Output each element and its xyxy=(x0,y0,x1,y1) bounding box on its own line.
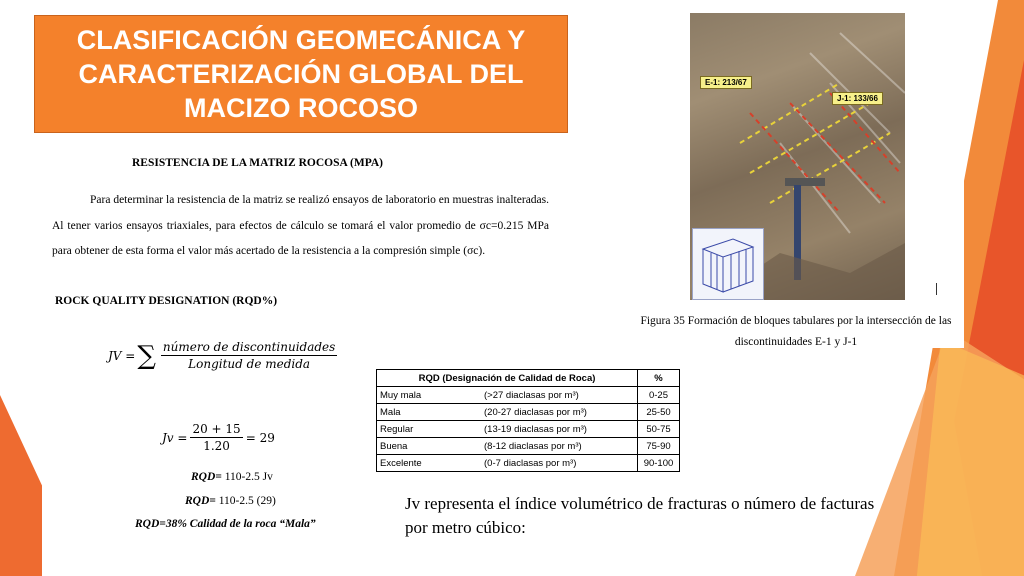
table-cell-pct: 50-75 xyxy=(638,421,680,438)
formula2-denominator: 1.20 xyxy=(203,439,230,453)
class-label: Excelente xyxy=(380,457,422,469)
table-cell-class xyxy=(377,404,638,421)
class-label: Regular xyxy=(380,423,414,435)
table-cell-class xyxy=(377,455,638,472)
joint-tag-j1: J-1: 133/66 xyxy=(832,92,883,105)
rqd-formula-line xyxy=(191,471,273,483)
text-cursor-mark xyxy=(936,283,937,295)
rqd-label: RQD= xyxy=(191,471,222,483)
section-heading-resistance: RESISTENCIA DE LA MATRIZ ROCOSA (MPA) xyxy=(132,157,384,169)
formula-jv-definition xyxy=(108,340,340,371)
formula-numerator: número de discontinuidades xyxy=(162,340,336,354)
class-description: (13-19 diaclasas por m³) xyxy=(484,423,587,435)
sigma-symbol: ∑ xyxy=(137,340,156,371)
formula-fraction xyxy=(161,340,337,371)
resistance-paragraph: Para determinar la resistencia de la matriz se realizó ensayos de laboratorio en muestras inalteradas. Al tener varios ensayos triaxiales, para efectos de cálculo se tomará el valor promedio de σc=0.215 MPa para obtener de esta forma el valor más acertado de la resistencia a la compresión simple (σc). xyxy=(52,194,549,257)
table-cell-pct: 25-50 xyxy=(638,404,680,421)
table-header-pct: % xyxy=(638,370,680,387)
joint-tag-e1: E-1: 213/67 xyxy=(700,76,752,89)
rqd-value: 110-2.5 Jv xyxy=(221,471,273,483)
table-row xyxy=(377,387,680,404)
class-description: (0-7 diaclasas por m³) xyxy=(484,457,577,469)
inset-diagram xyxy=(692,228,764,300)
formula2-lhs: Jv = xyxy=(162,430,188,445)
table-row xyxy=(377,438,680,455)
rqd-value: 110-2.5 (29) xyxy=(215,495,276,507)
figure-panel xyxy=(620,8,964,348)
class-description: (8-12 diaclasas por m³) xyxy=(484,440,582,452)
rqd-result-line xyxy=(135,518,316,530)
formula-jv-calculation xyxy=(162,422,275,453)
formula-denominator: Longitud de medida xyxy=(188,357,311,371)
formula-lhs: JV = xyxy=(108,348,136,363)
table-cell-pct: 75-90 xyxy=(638,438,680,455)
table-cell-class xyxy=(377,387,638,404)
table-row xyxy=(377,404,680,421)
section-heading-rqd: ROCK QUALITY DESIGNATION (RQD%) xyxy=(55,295,278,307)
class-label: Buena xyxy=(380,440,408,452)
class-description: (20-27 diaclasas por m³) xyxy=(484,406,587,418)
slide-title: CLASIFICACIÓN GEOMECÁNICA Y CARACTERIZACIÓN GLOBAL DEL MACIZO ROCOSO xyxy=(76,25,526,123)
figure-caption: Figura 35 Formación de bloques tabulares por la intersección de las discontinuidades E-1 y J-1 xyxy=(640,315,952,348)
inset-block-diagram xyxy=(693,229,763,299)
table-row xyxy=(377,455,680,472)
rock-photo xyxy=(690,13,905,300)
table-cell-pct: 90-100 xyxy=(638,455,680,472)
class-label: Muy mala xyxy=(380,389,422,401)
title-box xyxy=(34,15,568,133)
decorative-shape-left xyxy=(0,395,42,576)
rqd-result: RQD=38% Calidad de la roca “Mala” xyxy=(135,518,316,530)
jv-explanation: Jv representa el índice volumétrico de fracturas o número de facturas por metro cúbico: xyxy=(405,494,875,537)
formula2-numerator: 20 + 15 xyxy=(192,422,241,436)
table-header-name: RQD (Designación de Calidad de Roca) xyxy=(377,370,638,387)
rqd-substitution-line xyxy=(185,495,276,507)
table-row xyxy=(377,421,680,438)
table-header-row xyxy=(377,370,680,387)
rqd-table xyxy=(376,369,680,472)
rqd-label: RQD= xyxy=(185,495,216,507)
table-cell-pct: 0-25 xyxy=(638,387,680,404)
formula2-result: = 29 xyxy=(245,430,275,445)
class-label: Mala xyxy=(380,406,401,418)
table-cell-class xyxy=(377,421,638,438)
formula2-fraction xyxy=(190,422,242,453)
table-cell-class xyxy=(377,438,638,455)
class-description: (>27 diaclasas por m³) xyxy=(484,389,579,401)
